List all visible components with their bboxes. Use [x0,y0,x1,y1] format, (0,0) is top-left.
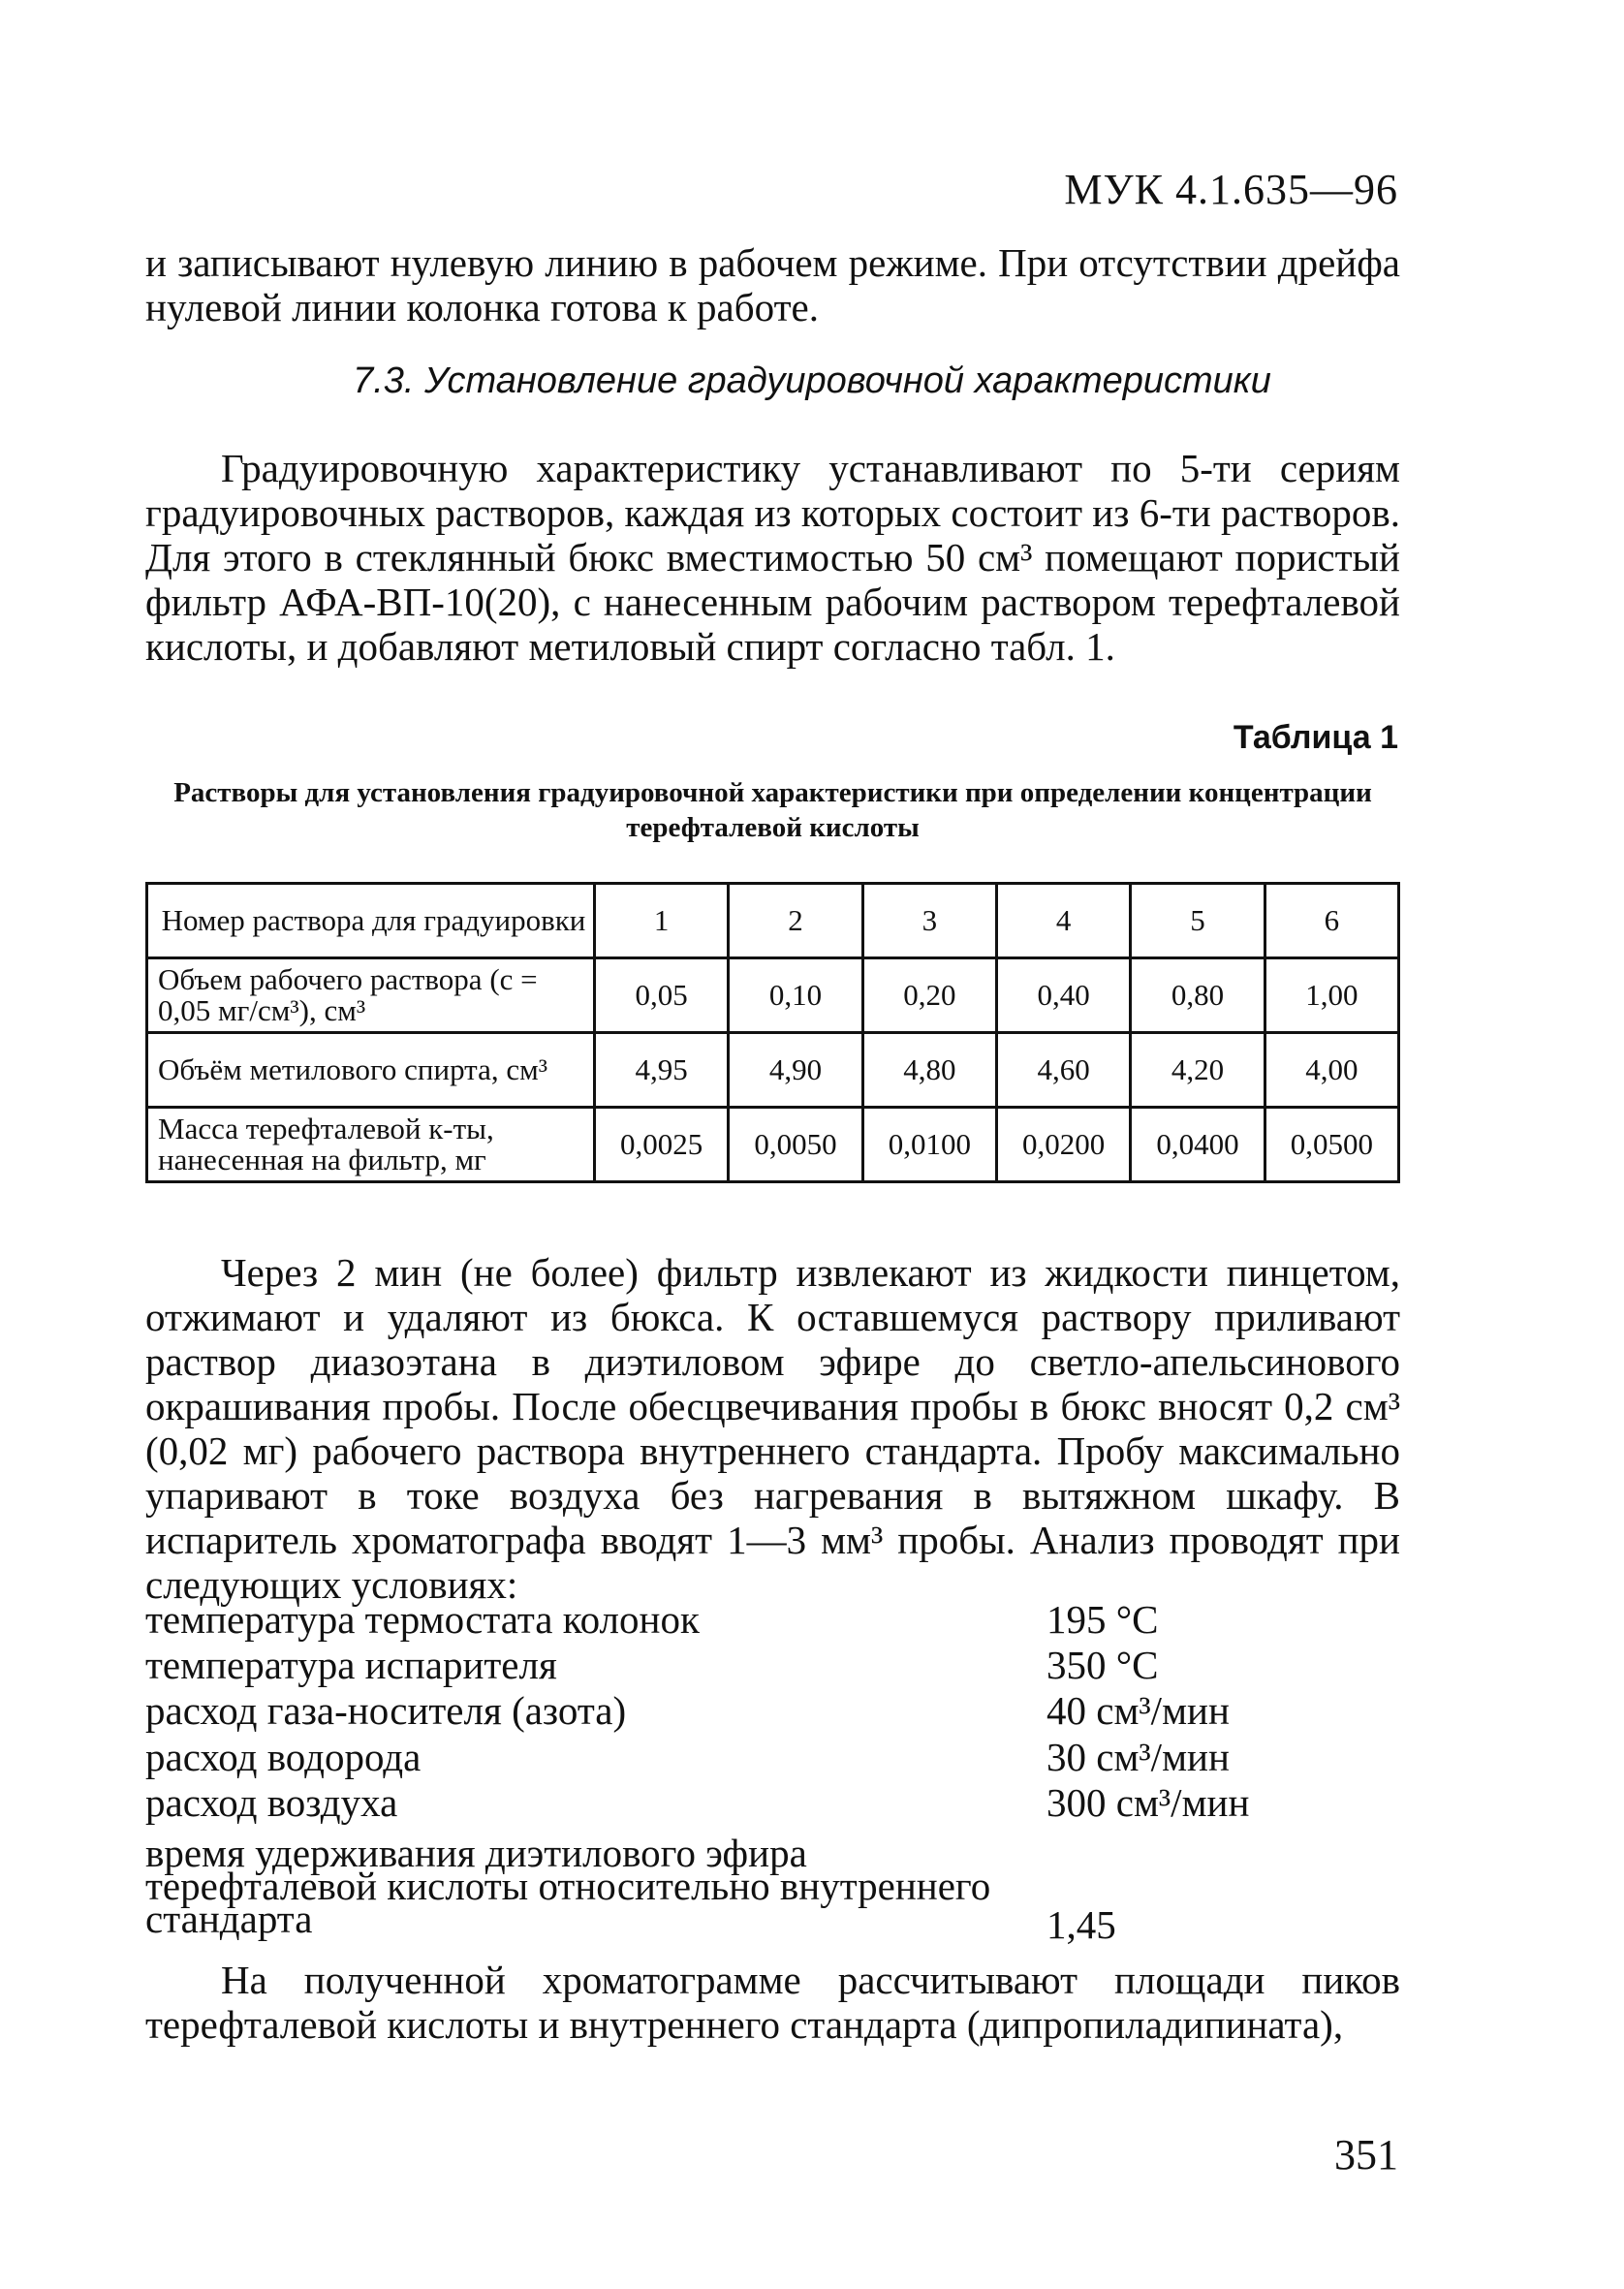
table-cell: 0,0200 [996,1108,1130,1182]
table-cell: 4,20 [1131,1033,1265,1108]
condition-name: температура испарителя [145,1643,557,1687]
table-cell: 4 [996,884,1130,958]
section-title: 7.3. Установление градуировочной характеристики [353,361,1271,401]
row-header: Номер раствора для градуировки [147,884,595,958]
condition-name: расход водорода [145,1735,422,1779]
table-cell: 0,0100 [862,1108,996,1182]
condition-name: время удерживания диэтилового эфира терефталевой кислоты относительно внутреннего стандарта [145,1831,991,1941]
condition-name: расход газа-носителя (азота) [145,1688,627,1733]
table-cell: 4,00 [1265,1033,1398,1108]
table-row [147,884,1399,958]
table-cell: 0,80 [1131,958,1265,1033]
row-header: Масса терефталевой к-ты, нанесенная на фильтр, мг [147,1108,595,1182]
table-row [147,958,1399,1033]
table-cell: 2 [729,884,862,958]
table-cell: 4,95 [595,1033,729,1108]
table-cell: 0,05 [595,958,729,1033]
table-cell: 0,0400 [1131,1108,1265,1182]
table-cell: 0,40 [996,958,1130,1033]
table-row [147,1108,1399,1182]
condition-value: 350 °С [1046,1643,1159,1687]
condition-value: 1,45 [1046,1902,1116,1947]
table-cell: 1 [595,884,729,958]
table-cell: 0,20 [862,958,996,1033]
table-cell: 4,80 [862,1033,996,1108]
document-code: МУК 4.1.635—96 [1064,166,1398,213]
table-cell: 0,0025 [595,1108,729,1182]
table-cell: 0,10 [729,958,862,1033]
table-cell: 3 [862,884,996,958]
condition-value: 195 °С [1046,1597,1159,1642]
row-header: Объем рабочего раствора (с = 0,05 мг/см³), см³ [147,958,595,1033]
table-cell: 0,0500 [1265,1108,1398,1182]
table-cell: 4,60 [996,1033,1130,1108]
table-cell: 6 [1265,884,1398,958]
table-cell: 0,0050 [729,1108,862,1182]
paragraph-1: и записывают нулевую линию в рабочем режиме. При отсутствии дрейфа нулевой линии колонка готова к работе. [145,240,1400,329]
row-header: Объём метилового спирта, см³ [147,1033,595,1108]
condition-value: 30 см³/мин [1046,1735,1230,1779]
paragraph-3: Через 2 мин (не более) фильтр извлекают из жидкости пинцетом, отжимают и удаляют из бюкса. К оставшемуся раствору приливают раствор диазоэтана в диэтиловом эфире до светло-апельсинового окрашивания пробы. После обесцвечивания пробы в бюкс вносят 0,2 см³ (0,02 мг) рабочего раствора внутреннего стандарта. Пробу максимально упаривают в токе воздуха без нагревания в вытяжном шкафу. В испаритель хроматографа вводят 1—3 мм³ пробы. Анализ проводят при следующих условиях: [145,1250,1400,1607]
paragraph-4: На полученной хроматограмме рассчитывают площади пиков терефталевой кислоты и внутреннего стандарта (дипропиладипината), [145,1958,1400,2047]
paragraph-2: Градуировочную характеристику устанавливают по 5-ти сериям градуировочных растворов, каждая из которых состоит из 6-ти растворов. Для этого в стеклянный бюкс вместимостью 50 см³ помещают пористый фильтр АФА-ВП-10(20), с нанесенным рабочим раствором терефталевой кислоты, и добавляют метиловый спирт согласно табл. 1. [145,446,1400,669]
table-cell: 5 [1131,884,1265,958]
condition-value: 300 см³/мин [1046,1780,1250,1825]
table-row [147,1033,1399,1108]
table-cell: 1,00 [1265,958,1398,1033]
condition-value: 40 см³/мин [1046,1688,1230,1733]
table-caption: Растворы для установления градуировочной характеристики при определении концентрации терефталевой кислоты [173,777,1372,843]
calibration-table [145,882,1400,1183]
page-number: 351 [1334,2131,1398,2179]
condition-name: температура термостата колонок [145,1597,700,1642]
condition-name: расход воздуха [145,1780,398,1825]
table-cell: 4,90 [729,1033,862,1108]
table-label: Таблица 1 [1233,719,1398,756]
